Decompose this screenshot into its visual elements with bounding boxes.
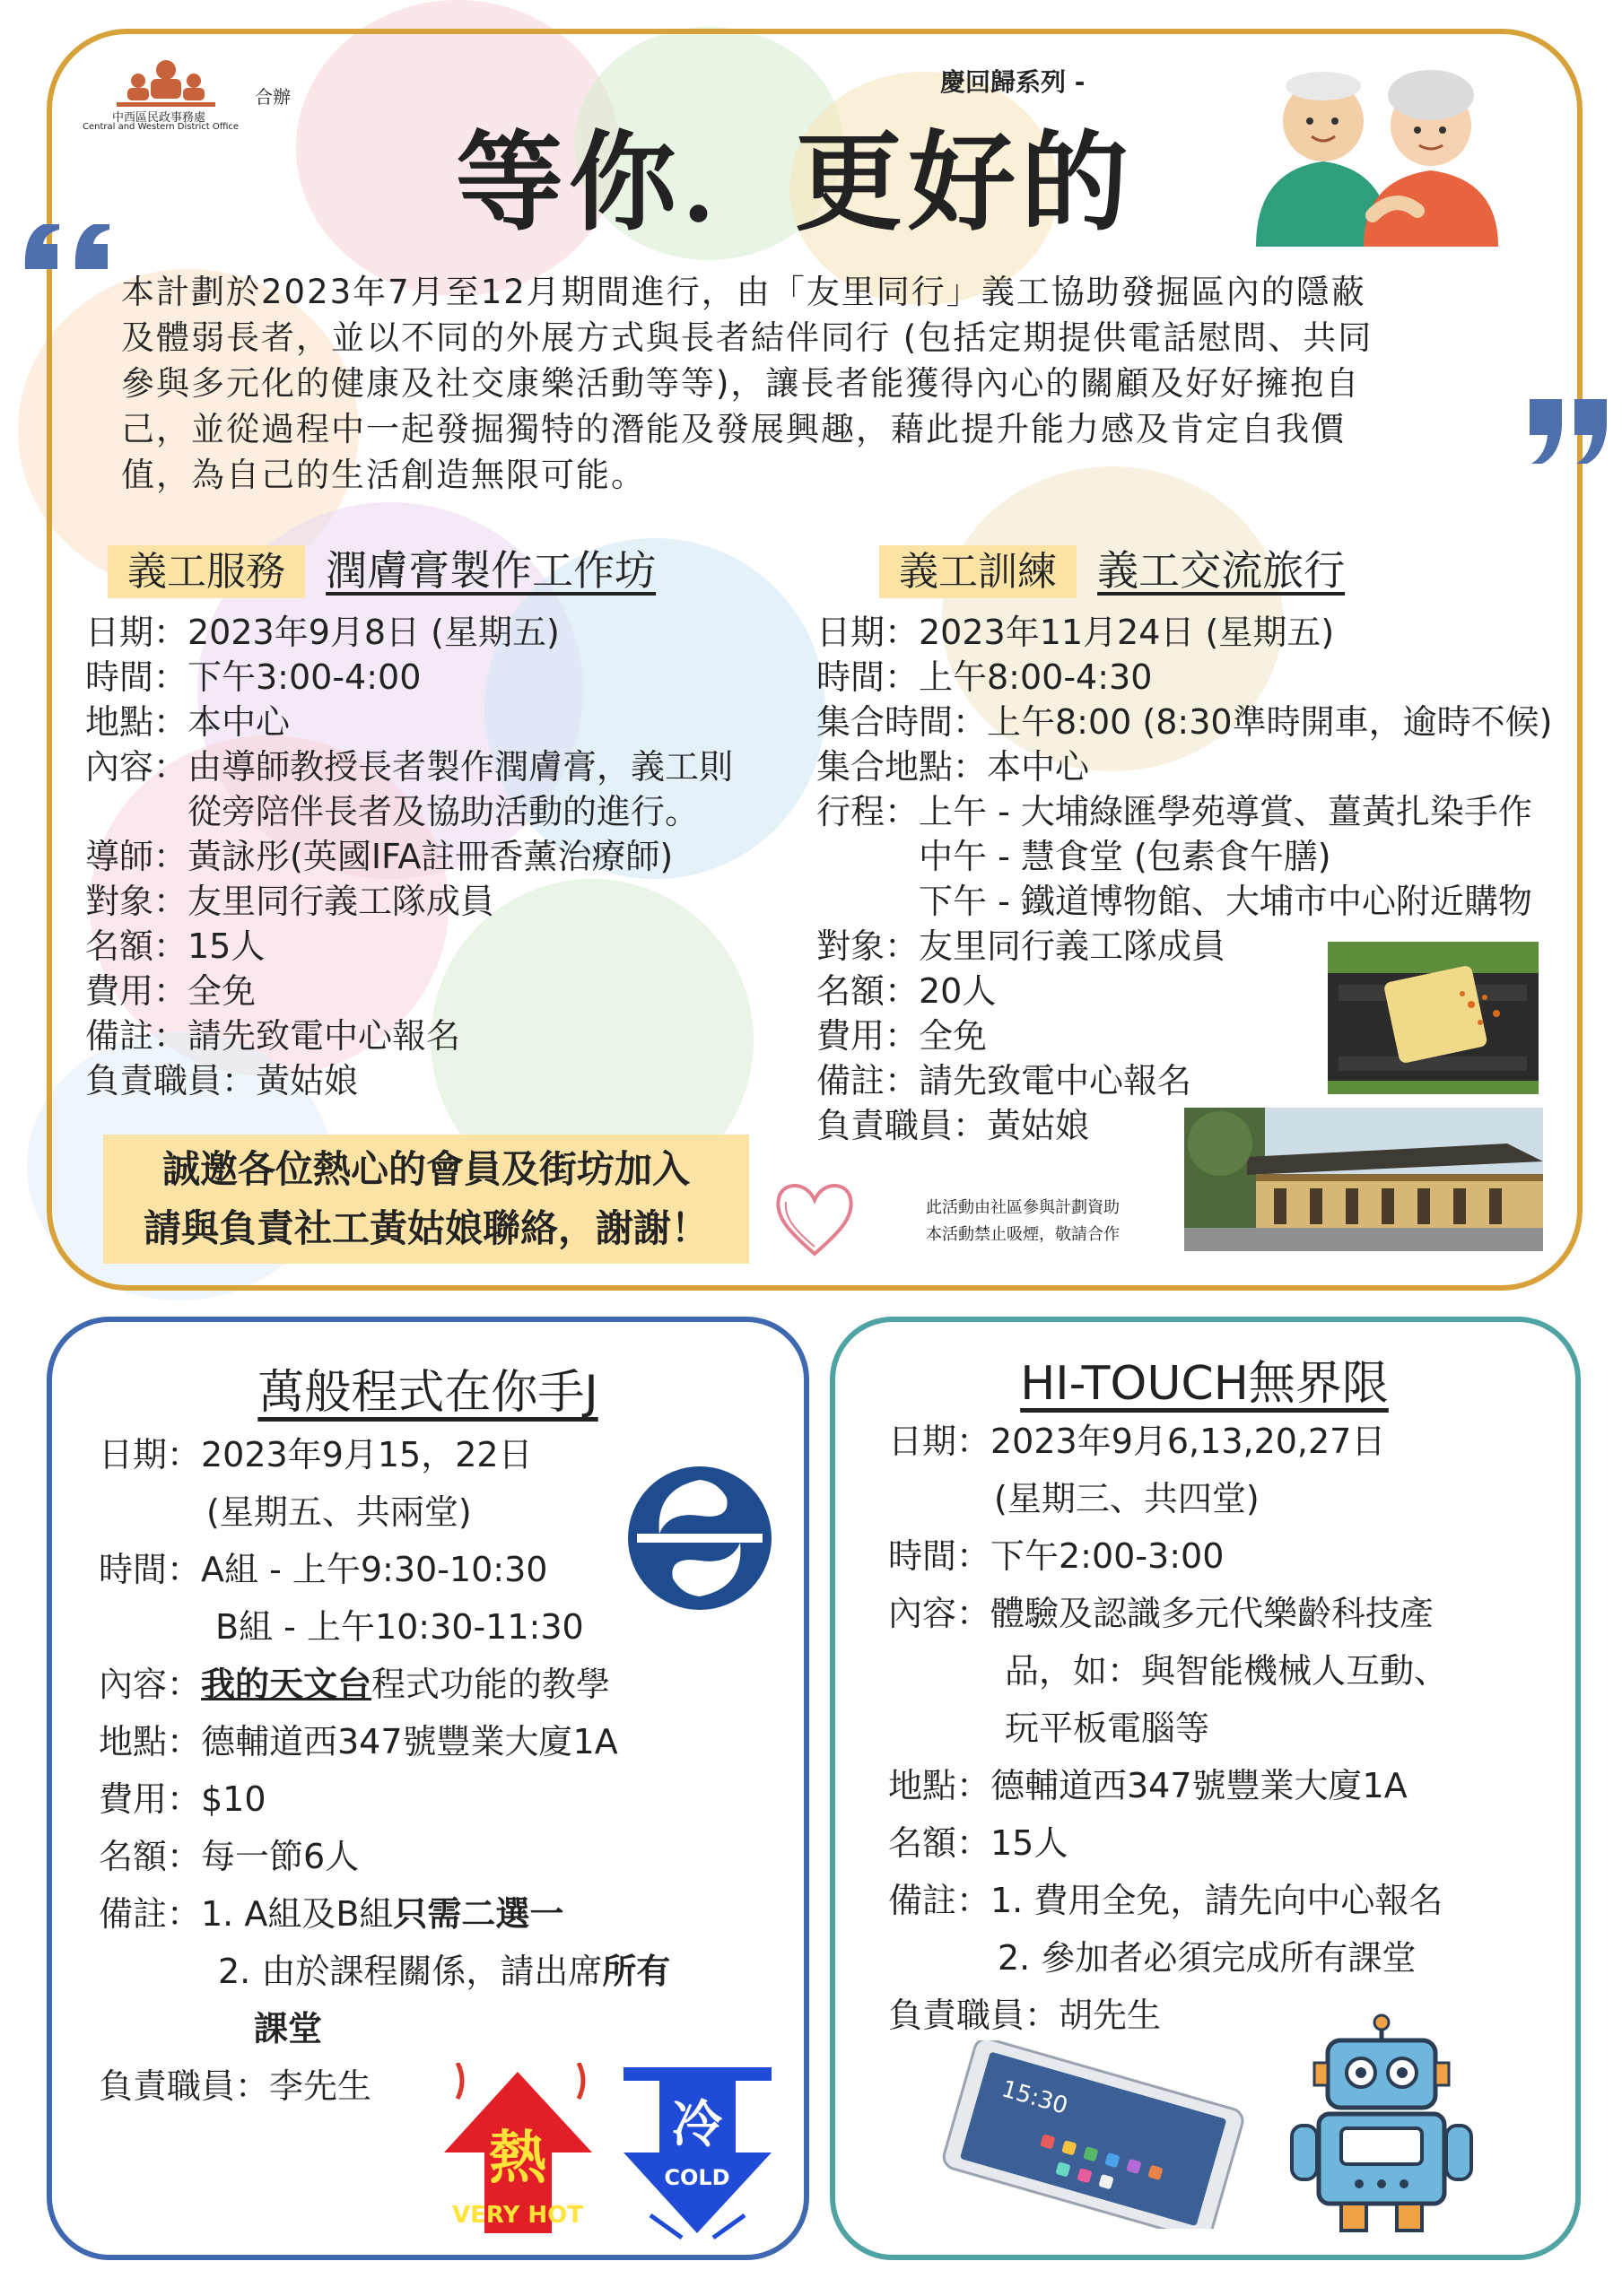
logo-icon xyxy=(117,57,215,111)
app-class-date-note: (星期五、共兩堂) xyxy=(206,1492,472,1532)
intro-line: 本計劃於2023年7月至12月期間進行，由「友里同行」義工協助發掘區內的隱蔽 xyxy=(121,273,1366,311)
organizer-logo xyxy=(117,57,215,111)
detail-line: 地點：本中心 xyxy=(85,702,291,742)
detail-line: 名額：20人 xyxy=(816,971,997,1011)
footnote-line: 此活動由社區參與計劃資助 xyxy=(926,1198,1120,1217)
content-suffix: 程式功能的教學 xyxy=(371,1665,611,1704)
hi-touch-time: 時間：下午2:00-3:00 xyxy=(888,1536,1225,1576)
section-title: 義工交流旅行 xyxy=(1097,546,1346,595)
soap-photo xyxy=(1328,942,1539,1094)
co-organize-label: 合辦 xyxy=(255,86,291,108)
app-class-date: 日期：2023年9月15，22日 xyxy=(99,1435,533,1474)
detail-line: 從旁陪伴長者及協助活動的進行。 xyxy=(187,792,700,831)
tablet-illustration xyxy=(937,2040,1251,2229)
railway-museum-photo xyxy=(1184,1108,1543,1251)
detail-line: 費用：全免 xyxy=(85,971,257,1011)
detail-line: 行程：上午 - 大埔綠匯學苑導賞、薑黃扎染手作 xyxy=(816,792,1532,831)
footnote xyxy=(926,1195,1120,1248)
invitation-line: 誠邀各位熱心的會員及街坊加入 xyxy=(161,1147,690,1191)
hi-touch-staff: 負責職員：胡先生 xyxy=(888,1996,1162,2035)
hot-character: 熱 xyxy=(489,2126,546,2192)
very-hot-icon xyxy=(440,2063,597,2242)
hot-label: VERY HOT xyxy=(452,2202,583,2229)
tablet-clock: 15:30 xyxy=(998,2075,1071,2120)
section-tag: 義工服務 xyxy=(108,545,305,598)
page-title: 等你．更好的 xyxy=(456,121,1134,246)
hi-touch-content: 內容：體驗及認識多元代樂齡科技產 xyxy=(888,1594,1435,1633)
hi-touch-venue: 地點：德輔道西347號豐業大廈1A xyxy=(888,1766,1408,1805)
detail-line: 日期：2023年11月24日 (星期五) xyxy=(816,613,1335,652)
section-left-details xyxy=(85,610,733,1103)
app-class-note2 xyxy=(99,1943,670,2000)
close-quote-icon xyxy=(1521,390,1619,480)
section-title: 潤膚膏製作工作坊 xyxy=(326,546,657,595)
content-label: 內容： xyxy=(99,1665,202,1704)
hi-touch-date: 日期：2023年9月6,13,20,27日 xyxy=(888,1422,1386,1461)
section-left-header xyxy=(108,538,656,597)
app-class-time-b: B組 - 上午10:30-11:30 xyxy=(215,1607,584,1647)
hi-touch-note2: 2. 參加者必須完成所有課堂 xyxy=(998,1938,1417,1978)
hi-touch-note1: 備註：1. 費用全免，請先向中心報名 xyxy=(888,1881,1443,1920)
intro-paragraph xyxy=(121,269,1521,498)
app-class-fee: 費用：$10 xyxy=(99,1779,266,1819)
cold-icon xyxy=(619,2063,776,2242)
note2-bold: 所有 xyxy=(602,1952,671,1991)
invitation-banner xyxy=(103,1135,749,1264)
app-class-note1 xyxy=(99,1885,670,1943)
hi-touch-content-cont: 品，如：與智能機械人互動、 xyxy=(1005,1651,1449,1691)
section-tag: 義工訓練 xyxy=(879,545,1077,598)
app-class-details xyxy=(99,1426,670,2115)
detail-line: 導師：黃詠彤(英國IFA註冊香薰治療師) xyxy=(85,837,674,876)
note2-prefix: 2. 由於課程關係，請出席 xyxy=(218,1952,603,1991)
hi-touch-content-cont: 玩平板電腦等 xyxy=(1005,1709,1210,1748)
series-label: 慶回歸系列 - xyxy=(940,67,1086,97)
detail-line: 下午 - 鐵道博物館、大埔市中心附近購物 xyxy=(919,882,1532,921)
organizer-name-en: Central and Western District Office xyxy=(83,122,240,132)
detail-line: 名額：15人 xyxy=(85,926,266,966)
note1-bold: 只需二選一 xyxy=(393,1894,564,1934)
detail-line: 對象：友里同行義工隊成員 xyxy=(85,882,495,921)
hi-touch-details xyxy=(888,1413,1448,2044)
app-class-staff: 負責職員：李先生 xyxy=(99,2066,372,2106)
organizer-name-zh: 中西區民政事務處 xyxy=(112,111,206,125)
detail-line: 備註：請先致電中心報名 xyxy=(816,1061,1192,1100)
detail-line: 集合地點：本中心 xyxy=(816,747,1090,787)
detail-line: 負責職員：黃姑娘 xyxy=(816,1106,1090,1145)
cold-label: COLD xyxy=(664,2165,730,2190)
content-app-name: 我的天文台 xyxy=(201,1665,372,1704)
detail-line: 集合時間：上午8:00 (8:30準時開車，逾時不候) xyxy=(816,702,1553,742)
note1-prefix: 備註：1. A組及B組 xyxy=(99,1894,394,1934)
cold-character: 冷 xyxy=(672,2096,722,2154)
detail-line: 時間：下午3:00-4:00 xyxy=(85,657,422,697)
detail-line: 備註：請先致電中心報名 xyxy=(85,1016,461,1056)
section-right-header xyxy=(879,538,1345,597)
intro-line: 己，並從過程中一起發掘獨特的潛能及發展興趣，藉此提升能力感及肯定自我價 xyxy=(121,410,1346,448)
app-class-title: 萬般程式在你手J xyxy=(257,1366,598,1420)
app-class-time-a: 時間：A組 - 上午9:30-10:30 xyxy=(99,1550,548,1589)
heart-icon xyxy=(770,1175,859,1260)
note2-cont: 課堂 xyxy=(254,2009,323,2048)
app-class-venue: 地點：德輔道西347號豐業大廈1A xyxy=(99,1722,618,1761)
intro-line: 及體弱長者，並以不同的外展方式與長者結伴同行 (包括定期提供電話慰問、共同 xyxy=(121,318,1373,357)
intro-line: 值，為自己的生活創造無限可能。 xyxy=(121,456,646,494)
hi-touch-quota: 名額：15人 xyxy=(888,1823,1068,1863)
observatory-logo-icon xyxy=(619,1462,780,1614)
open-quote-icon xyxy=(16,206,124,296)
detail-line: 時間：上午8:00-4:30 xyxy=(816,657,1153,697)
app-class-content xyxy=(99,1656,670,1713)
hi-touch-title: HI-TOUCH無界限 xyxy=(1020,1357,1389,1411)
robot-illustration xyxy=(1287,2013,1476,2242)
detail-line: 費用：全免 xyxy=(816,1016,988,1056)
intro-line: 參與多元化的健康及社交康樂活動等等)，讓長者能獲得內心的關顧及好好擁抱自 xyxy=(121,364,1361,403)
app-class-note2-cont xyxy=(99,2000,670,2057)
elderly-couple-illustration xyxy=(1238,36,1507,247)
footnote-line: 本活動禁止吸煙，敬請合作 xyxy=(926,1225,1120,1244)
app-class-quota: 名額：每一節6人 xyxy=(99,1837,360,1876)
detail-line: 內容：由導師教授長者製作潤膚膏，義工則 xyxy=(85,747,734,787)
detail-line: 對象：友里同行義工隊成員 xyxy=(816,926,1226,966)
invitation-line: 請與負責社工黃姑娘聯絡，謝謝！ xyxy=(143,1206,709,1250)
detail-line: 日期：2023年9月8日 (星期五) xyxy=(85,613,560,652)
hi-touch-date-note: (星期三、共四堂) xyxy=(994,1479,1260,1518)
detail-line: 負責職員：黃姑娘 xyxy=(85,1061,359,1100)
detail-line: 中午 - 慧食堂 (包素食午膳) xyxy=(919,837,1331,876)
